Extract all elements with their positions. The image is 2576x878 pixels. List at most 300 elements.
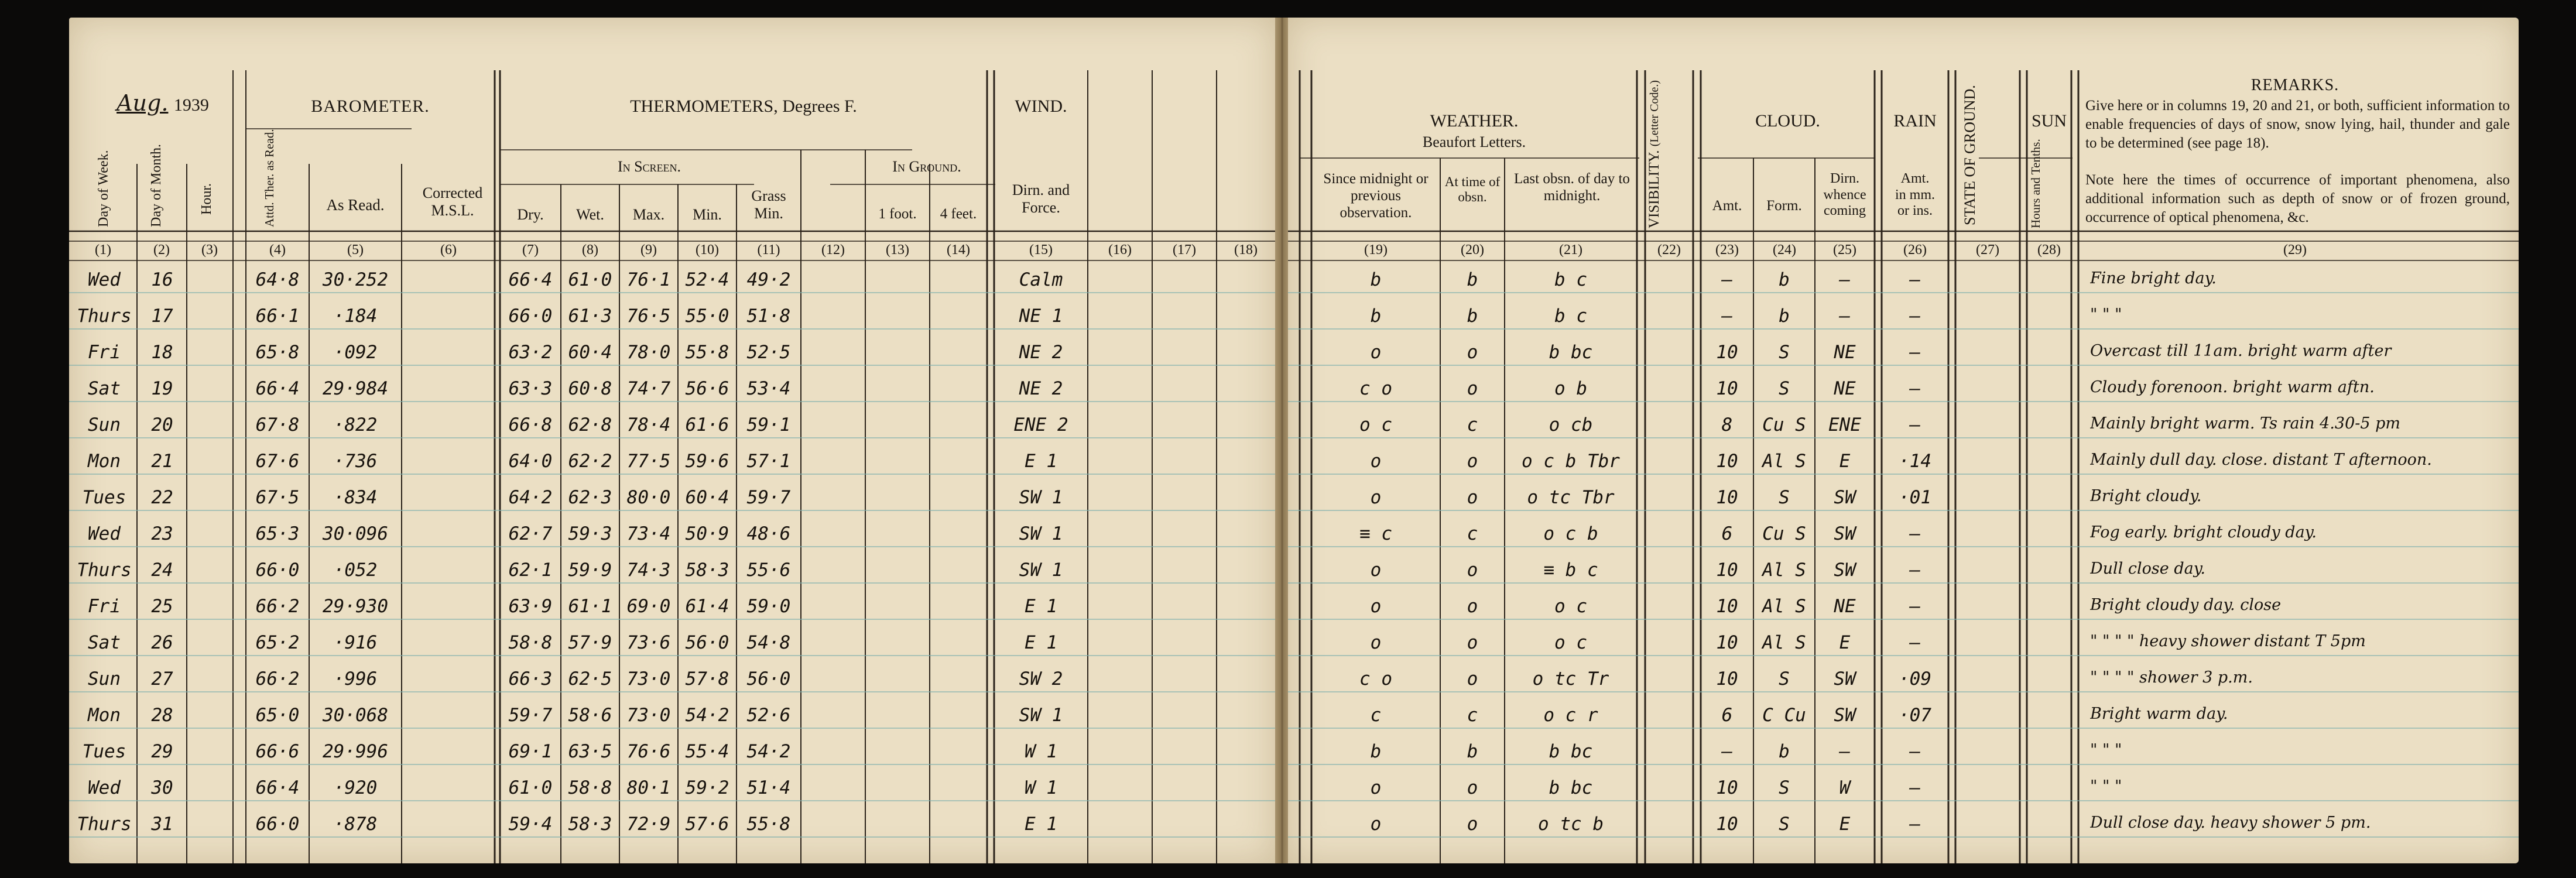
column-number: (6): [440, 242, 457, 258]
header-wind: WIND.: [1015, 97, 1067, 116]
since-midnight-cell: o: [1370, 777, 1382, 798]
dry-temp-cell: 59·7: [508, 705, 553, 726]
day-of-month-cell: 17: [151, 306, 173, 327]
barometer-reading-cell: 29·984: [323, 378, 388, 399]
max-temp-cell: 73·6: [626, 632, 671, 653]
cloud-direction-cell: SW: [1834, 668, 1856, 690]
at-time-cell: o: [1467, 632, 1478, 653]
wind-cell: SW 2: [1019, 668, 1063, 690]
last-obsn-cell: b bc: [1549, 777, 1593, 798]
cloud-amount-cell: 10: [1716, 668, 1738, 690]
column-number: (8): [582, 242, 598, 258]
barometer-reading-cell: ·996: [333, 668, 378, 690]
at-time-cell: c: [1467, 523, 1478, 544]
wet-temp-cell: 59·9: [568, 560, 612, 581]
column-number: (5): [347, 242, 364, 258]
cloud-amount-cell: –: [1721, 741, 1733, 762]
remarks-note-1: Give here or in columns 19, 20 and 21, or both, sufficient information to enable frequencies of days of snow, snow lying, hail, thunder and gale to be determined (see page 18).: [2085, 98, 2510, 151]
barometer-reading-cell: 30·252: [323, 269, 388, 290]
wet-temp-cell: 63·5: [568, 741, 612, 762]
remark-cell: Bright cloudy.: [2090, 487, 2202, 505]
day-of-week-cell: Thurs: [77, 560, 132, 581]
min-temp-cell: 60·4: [685, 487, 729, 508]
attd-ther-cell: 66·0: [255, 814, 300, 835]
left-page: [69, 18, 1275, 863]
rain-amount-cell: ·14: [1899, 451, 1931, 472]
at-time-cell: o: [1467, 560, 1478, 581]
min-temp-cell: 52·4: [685, 269, 729, 290]
cloud-form-cell: S: [1779, 378, 1790, 399]
remark-cell: Fine bright day.: [2090, 269, 2217, 287]
remark-cell: Fog early. bright cloudy day.: [2090, 523, 2317, 541]
since-midnight-cell: o c: [1359, 414, 1392, 435]
barometer-reading-cell: 29·930: [323, 596, 388, 617]
remark-cell: Cloudy forenoon. bright warm aftn.: [2090, 378, 2375, 396]
min-temp-cell: 57·8: [685, 668, 729, 690]
rain-amount-cell: ·01: [1899, 487, 1931, 508]
cloud-amount-cell: 10: [1716, 777, 1738, 798]
attd-ther-cell: 67·5: [255, 487, 300, 508]
column-number: (16): [1108, 242, 1132, 258]
header-at-time: At time of obsn.: [1444, 174, 1501, 205]
cloud-form-cell: Al S: [1762, 632, 1806, 653]
header-cloud-form: Form.: [1766, 198, 1802, 214]
visibility-label: VISIBILITY.: [1646, 150, 1662, 228]
max-temp-cell: 80·1: [626, 777, 671, 798]
last-obsn-cell: o b: [1554, 378, 1587, 399]
cloud-form-cell: C Cu: [1762, 705, 1806, 726]
wind-cell: NE 1: [1019, 306, 1063, 327]
day-of-week-cell: Tues: [82, 487, 126, 508]
at-time-cell: o: [1467, 378, 1478, 399]
attd-ther-cell: 65·2: [255, 632, 300, 653]
dry-temp-cell: 64·0: [508, 451, 553, 472]
max-temp-cell: 73·0: [626, 668, 671, 690]
barometer-reading-cell: ·822: [333, 414, 378, 435]
day-of-month-cell: 30: [151, 777, 173, 798]
since-midnight-cell: o: [1370, 487, 1382, 508]
wind-cell: E 1: [1025, 814, 1057, 835]
last-obsn-cell: b c: [1554, 269, 1587, 290]
year-label: 1939: [173, 95, 209, 115]
day-of-week-cell: Mon: [88, 451, 121, 472]
max-temp-cell: 73·4: [626, 523, 671, 544]
column-number: (23): [1715, 242, 1739, 258]
cloud-direction-cell: E: [1839, 814, 1851, 835]
cloud-direction-cell: ENE: [1828, 414, 1861, 435]
remark-cell: " " " " shower 3 p.m.: [2090, 668, 2253, 687]
day-of-week-cell: Fri: [88, 342, 121, 363]
column-number: (4): [269, 242, 286, 258]
cloud-direction-cell: –: [1839, 269, 1851, 290]
last-obsn-cell: ≡ b c: [1543, 560, 1598, 581]
at-time-cell: o: [1467, 451, 1478, 472]
wind-cell: SW 1: [1019, 523, 1063, 544]
grass-min-cell: 52·6: [746, 705, 791, 726]
wind-cell: SW 1: [1019, 487, 1063, 508]
attd-ther-cell: 65·8: [255, 342, 300, 363]
cloud-form-cell: Cu S: [1762, 523, 1806, 544]
cloud-form-cell: Al S: [1762, 451, 1806, 472]
max-temp-cell: 76·5: [626, 306, 671, 327]
day-of-week-cell: Wed: [88, 523, 121, 544]
attd-ther-cell: 66·2: [255, 668, 300, 690]
cloud-amount-cell: –: [1721, 269, 1733, 290]
at-time-cell: o: [1467, 777, 1478, 798]
grass-min-cell: 53·4: [746, 378, 791, 399]
cloud-form-cell: Cu S: [1762, 414, 1806, 435]
cloud-direction-cell: NE: [1834, 596, 1856, 617]
cloud-direction-cell: SW: [1834, 523, 1856, 544]
header-remarks: REMARKS.: [2250, 76, 2339, 94]
day-of-week-cell: Fri: [88, 596, 121, 617]
since-midnight-cell: o: [1370, 814, 1382, 835]
rain-amount-cell: –: [1909, 814, 1921, 835]
grass-min-cell: 51·8: [746, 306, 791, 327]
since-midnight-cell: b: [1370, 269, 1382, 290]
wet-temp-cell: 62·8: [568, 414, 612, 435]
cloud-amount-cell: 10: [1716, 378, 1738, 399]
header-in-screen: In Screen.: [617, 158, 681, 175]
header-hours-tenths: Hours and Tenths.: [2029, 139, 2043, 228]
at-time-cell: o: [1467, 487, 1478, 508]
min-temp-cell: 61·6: [685, 414, 729, 435]
header-state-of-ground: STATE OF GROUND.: [1961, 85, 1978, 225]
max-temp-cell: 72·9: [626, 814, 671, 835]
cloud-direction-cell: SW: [1834, 560, 1856, 581]
last-obsn-cell: o c: [1554, 596, 1587, 617]
day-of-month-cell: 16: [151, 269, 173, 290]
cloud-direction-cell: –: [1839, 306, 1851, 327]
header-rain-amt: [1882, 171, 1948, 220]
month-year: [87, 91, 239, 117]
header-day-of-month: Day of Month.: [149, 144, 164, 227]
wind-cell: SW 1: [1019, 705, 1063, 726]
barometer-reading-cell: ·184: [333, 306, 378, 327]
wet-temp-cell: 60·8: [568, 378, 612, 399]
since-midnight-cell: o: [1370, 451, 1382, 472]
header-wet: Wet.: [576, 206, 604, 223]
header-thermometers: THERMOMETERS, Degrees F.: [630, 97, 857, 116]
cloud-form-cell: S: [1779, 814, 1790, 835]
header-attd-ther: Attd. Ther. as Read.: [262, 129, 276, 227]
dry-temp-cell: 63·3: [508, 378, 553, 399]
column-number: (9): [640, 242, 657, 258]
column-number: (18): [1234, 242, 1258, 258]
grass-min-cell: 55·8: [746, 814, 791, 835]
last-obsn-cell: b c: [1554, 306, 1587, 327]
cloud-form-cell: S: [1779, 777, 1790, 798]
day-of-week-cell: Wed: [88, 269, 121, 290]
rain-amount-cell: –: [1909, 632, 1921, 653]
rain-mm-label: in mm.: [1895, 187, 1935, 203]
barometer-reading-cell: ·052: [333, 560, 378, 581]
at-time-cell: c: [1467, 414, 1478, 435]
wet-temp-cell: 62·5: [568, 668, 612, 690]
dry-temp-cell: 63·9: [508, 596, 553, 617]
max-temp-cell: 76·1: [626, 269, 671, 290]
rain-amount-cell: –: [1909, 414, 1921, 435]
cloud-amount-cell: 10: [1716, 596, 1738, 617]
wet-temp-cell: 62·2: [568, 451, 612, 472]
column-number: (24): [1773, 242, 1796, 258]
day-of-month-cell: 25: [151, 596, 173, 617]
rain-amount-cell: –: [1909, 560, 1921, 581]
grass-min-cell: 51·4: [746, 777, 791, 798]
remark-cell: Mainly bright warm. Ts rain 4.30-5 pm: [2090, 414, 2401, 433]
grass-min-cell: 56·0: [746, 668, 791, 690]
cloud-form-cell: b: [1779, 269, 1790, 290]
rain-amount-cell: –: [1909, 342, 1921, 363]
header-4-feet: 4 feet.: [940, 206, 977, 222]
header-weather: WEATHER.: [1430, 111, 1519, 131]
day-of-week-cell: Thurs: [77, 814, 132, 835]
since-midnight-cell: c: [1370, 705, 1382, 726]
barometer-reading-cell: ·878: [333, 814, 378, 835]
header-rain: RAIN: [1893, 111, 1937, 131]
wind-cell: W 1: [1025, 777, 1057, 798]
remark-cell: " " ": [2090, 306, 2122, 324]
wet-temp-cell: 61·3: [568, 306, 612, 327]
attd-ther-cell: 65·0: [255, 705, 300, 726]
barometer-reading-cell: 29·996: [323, 741, 388, 762]
month-label: Aug.: [117, 90, 169, 116]
rain-amount-cell: ·09: [1899, 668, 1931, 690]
column-number: (2): [153, 242, 170, 258]
min-temp-cell: 57·6: [685, 814, 729, 835]
cloud-direction-cell: NE: [1834, 378, 1856, 399]
wind-cell: E 1: [1025, 451, 1057, 472]
cloud-amount-cell: –: [1721, 306, 1733, 327]
rain-amount-cell: –: [1909, 306, 1921, 327]
column-number: (13): [886, 242, 909, 258]
day-of-month-cell: 26: [151, 632, 173, 653]
wet-temp-cell: 58·8: [568, 777, 612, 798]
left-ruling: [69, 18, 1275, 863]
max-temp-cell: 69·0: [626, 596, 671, 617]
cloud-direction-cell: SW: [1834, 705, 1856, 726]
cloud-amount-cell: 8: [1721, 414, 1733, 435]
attd-ther-cell: 65·3: [255, 523, 300, 544]
grass-min-cell: 59·0: [746, 596, 791, 617]
dry-temp-cell: 66·0: [508, 306, 553, 327]
remark-cell: Dull close day. heavy shower 5 pm.: [2090, 814, 2371, 832]
last-obsn-cell: o cb: [1549, 414, 1593, 435]
header-barometer: BAROMETER.: [311, 97, 430, 116]
min-temp-cell: 59·2: [685, 777, 729, 798]
cloud-form-cell: b: [1779, 306, 1790, 327]
day-of-week-cell: Tues: [82, 741, 126, 762]
day-of-week-cell: Wed: [88, 777, 121, 798]
header-visibility: [1646, 80, 1693, 228]
column-number: (29): [2283, 242, 2307, 258]
column-number: (25): [1833, 242, 1856, 258]
rain-amount-cell: –: [1909, 596, 1921, 617]
dry-temp-cell: 59·4: [508, 814, 553, 835]
wet-temp-cell: 61·0: [568, 269, 612, 290]
header-cloud: CLOUD.: [1755, 111, 1820, 131]
column-number: (7): [522, 242, 539, 258]
cloud-amount-cell: 10: [1716, 632, 1738, 653]
attd-ther-cell: 67·8: [255, 414, 300, 435]
column-number: (20): [1461, 242, 1484, 258]
day-of-month-cell: 29: [151, 741, 173, 762]
header-cloud-dirn: Dirn. whence coming: [1823, 171, 1866, 219]
cloud-direction-cell: W: [1839, 777, 1851, 798]
wind-cell: Calm: [1019, 269, 1063, 290]
min-temp-cell: 56·0: [685, 632, 729, 653]
cloud-direction-cell: NE: [1834, 342, 1856, 363]
column-number: (28): [2037, 242, 2061, 258]
header-max: Max.: [632, 206, 665, 223]
cloud-amount-cell: 10: [1716, 451, 1738, 472]
wet-temp-cell: 58·3: [568, 814, 612, 835]
at-time-cell: o: [1467, 814, 1478, 835]
wet-temp-cell: 62·3: [568, 487, 612, 508]
column-number: (10): [696, 242, 719, 258]
rain-amount-cell: ·07: [1899, 705, 1931, 726]
at-time-cell: o: [1467, 342, 1478, 363]
header-last-obsn: Last obsn. of day to midnight.: [1514, 171, 1630, 204]
cloud-direction-cell: E: [1839, 451, 1851, 472]
last-obsn-cell: b bc: [1549, 342, 1593, 363]
right-page: [1288, 18, 2519, 863]
last-obsn-cell: o c: [1554, 632, 1587, 653]
wet-temp-cell: 60·4: [568, 342, 612, 363]
cloud-form-cell: Al S: [1762, 596, 1806, 617]
cloud-amount-cell: 10: [1716, 560, 1738, 581]
header-cloud-amt: Amt.: [1712, 198, 1742, 214]
wind-cell: NE 2: [1019, 378, 1063, 399]
at-time-cell: b: [1467, 306, 1478, 327]
remark-cell: " " ": [2090, 741, 2122, 759]
grass-min-cell: 57·1: [746, 451, 791, 472]
barometer-reading-cell: 30·096: [323, 523, 388, 544]
dry-temp-cell: 64·2: [508, 487, 553, 508]
header-sun: SUN: [2031, 111, 2067, 131]
attd-ther-cell: 64·8: [255, 269, 300, 290]
last-obsn-cell: o tc b: [1538, 814, 1604, 835]
cloud-amount-cell: 10: [1716, 814, 1738, 835]
dry-temp-cell: 66·8: [508, 414, 553, 435]
day-of-month-cell: 27: [151, 668, 173, 690]
remark-cell: Overcast till 11am. bright warm after: [2090, 342, 2392, 360]
wind-cell: SW 1: [1019, 560, 1063, 581]
max-temp-cell: 78·0: [626, 342, 671, 363]
rain-ins-label: or ins.: [1897, 203, 1933, 219]
column-number: (12): [821, 242, 845, 258]
grass-min-cell: 48·6: [746, 523, 791, 544]
column-number: (1): [95, 242, 111, 258]
since-midnight-cell: c o: [1359, 378, 1392, 399]
header-dirn-force: Dirn. and Force.: [1012, 181, 1070, 216]
barometer-reading-cell: ·916: [333, 632, 378, 653]
grass-min-cell: 59·1: [746, 414, 791, 435]
grass-min-cell: 55·6: [746, 560, 791, 581]
wind-cell: E 1: [1025, 632, 1057, 653]
day-of-month-cell: 31: [151, 814, 173, 835]
min-temp-cell: 59·6: [685, 451, 729, 472]
header-hour: Hour.: [199, 183, 214, 215]
last-obsn-cell: b bc: [1549, 741, 1593, 762]
attd-ther-cell: 66·4: [255, 777, 300, 798]
at-time-cell: o: [1467, 668, 1478, 690]
rain-amt-label: Amt.: [1900, 171, 1930, 186]
since-midnight-cell: o: [1370, 560, 1382, 581]
day-of-month-cell: 21: [151, 451, 173, 472]
barometer-reading-cell: ·092: [333, 342, 378, 363]
max-temp-cell: 74·3: [626, 560, 671, 581]
max-temp-cell: 80·0: [626, 487, 671, 508]
wet-temp-cell: 57·9: [568, 632, 612, 653]
header-in-ground: In Ground.: [892, 158, 961, 175]
day-of-month-cell: 22: [151, 487, 173, 508]
dry-temp-cell: 61·0: [508, 777, 553, 798]
cloud-form-cell: S: [1779, 342, 1790, 363]
day-of-month-cell: 20: [151, 414, 173, 435]
dry-temp-cell: 58·8: [508, 632, 553, 653]
cloud-amount-cell: 10: [1716, 342, 1738, 363]
wind-cell: E 1: [1025, 596, 1057, 617]
dry-temp-cell: 63·2: [508, 342, 553, 363]
column-number: (22): [1657, 242, 1681, 258]
remark-cell: " " ": [2090, 777, 2122, 795]
header-1-foot: 1 foot.: [878, 206, 917, 222]
max-temp-cell: 76·6: [626, 741, 671, 762]
barometer-reading-cell: 30·068: [323, 705, 388, 726]
column-number: (19): [1364, 242, 1388, 258]
header-min: Min.: [693, 206, 722, 223]
column-number: (14): [947, 242, 970, 258]
day-of-week-cell: Mon: [88, 705, 121, 726]
since-midnight-cell: ≡ c: [1359, 523, 1392, 544]
remarks-note-2: Note here the times of occurrence of important phenomena, also additional information such as depth of snow or of frozen ground, occurrence of optical phenomena, &c.: [2085, 172, 2510, 225]
cloud-amount-cell: 10: [1716, 487, 1738, 508]
barometer-reading-cell: ·834: [333, 487, 378, 508]
rain-amount-cell: –: [1909, 777, 1921, 798]
attd-ther-cell: 66·2: [255, 596, 300, 617]
column-number: (11): [757, 242, 780, 258]
grass-min-cell: 52·5: [746, 342, 791, 363]
attd-ther-cell: 66·0: [255, 560, 300, 581]
max-temp-cell: 73·0: [626, 705, 671, 726]
cloud-form-cell: S: [1779, 668, 1790, 690]
remark-cell: " " " " heavy shower distant T 5pm: [2090, 632, 2366, 650]
since-midnight-cell: b: [1370, 741, 1382, 762]
header-as-read: As Read.: [326, 196, 385, 214]
remark-cell: Bright warm day.: [2090, 705, 2228, 723]
min-temp-cell: 50·9: [685, 523, 729, 544]
last-obsn-cell: o tc Tr: [1532, 668, 1609, 690]
barometer-reading-cell: ·920: [333, 777, 378, 798]
since-midnight-cell: o: [1370, 596, 1382, 617]
grass-min-cell: 54·8: [746, 632, 791, 653]
wind-cell: ENE 2: [1013, 414, 1068, 435]
day-of-month-cell: 19: [151, 378, 173, 399]
dry-temp-cell: 62·7: [508, 523, 553, 544]
column-number: (3): [201, 242, 218, 258]
at-time-cell: b: [1467, 269, 1478, 290]
last-obsn-cell: o tc Tbr: [1527, 487, 1615, 508]
remark-cell: Bright cloudy day. close: [2090, 596, 2282, 614]
cloud-form-cell: b: [1779, 741, 1790, 762]
day-of-month-cell: 23: [151, 523, 173, 544]
since-midnight-cell: b: [1370, 306, 1382, 327]
min-temp-cell: 61·4: [685, 596, 729, 617]
wind-cell: NE 2: [1019, 342, 1063, 363]
day-of-week-cell: Sat: [88, 378, 121, 399]
max-temp-cell: 78·4: [626, 414, 671, 435]
